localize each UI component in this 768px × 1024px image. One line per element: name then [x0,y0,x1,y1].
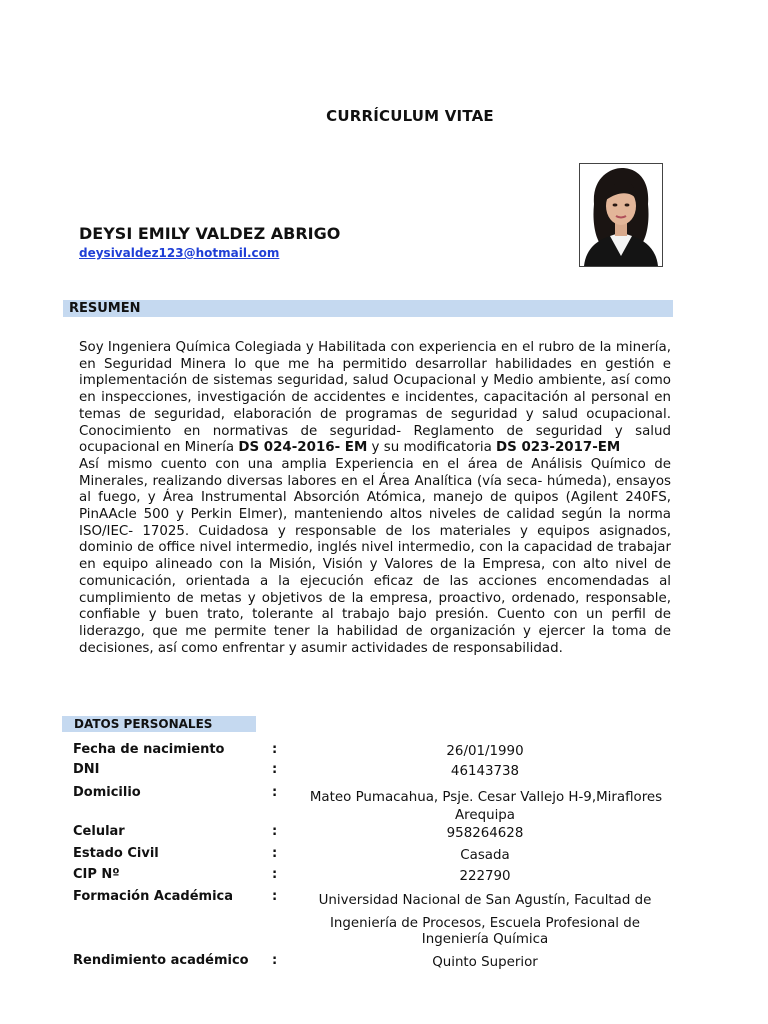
domicilio-value-line-1: Mateo Pumacahua, Psje. Cesar Vallejo H-9,Miraflores [309,790,663,805]
domicilio-value-line-2: Arequipa [454,808,516,823]
resumen-heading: RESUMEN [69,301,141,316]
rendimiento-value: Quinto Superior [432,955,538,970]
formacion-value-line-1: Universidad Nacional de San Agustín, Facultad de [318,893,652,908]
colon: : [272,762,278,777]
summary-paragraph-2: Así mismo cuento con una amplia Experiencia en el área de Análisis Químico de Minerales, realizando diversas labores en el Área Analítica (vía seca- húmeda), ensayos al fuego, y Área Instrumental Absorción Atómica, manejo de quipos (Agilent 240FS, PinAAcle 500 y Perkin Elmer), manteniendo altos niveles de calidad según la norma ISO/IEC- 17025. Cuidadosa y responsable de los materiales y equipos asignados, dominio de office nivel intermedio, inglés nivel intermedio, con la capacidad de trabajar en equipo alineado con la Misión, Visión y Valores de la Empresa, con alto nivel de comunicación, orientada a la ejecución eficaz de las acciones encomendadas al cumplimiento de metas y objetivos de la empresa, proactivo, ordenado, responsable, confiable y buen trato, tolerante al trabajo bajo presión. Cuento con un perfil de liderazgo, que me permite tener la habilidad de organización y ejercer la toma de decisiones, así como enfrentar y asumir actividades de responsabilidad. [79,456,671,656]
profile-photo-image [580,164,662,266]
summary-p1-text: Soy Ingeniera Química Colegiada y Habilitada con experiencia en el rubro de la minería, en Seguridad Minera lo que me ha permitido desarrollar habilidades en gestión e implementación de sistemas seguridad, salud Ocupacional y Medio ambiente, así como en inspecciones, investigación de accidentes e incidentes, capacitación al personal en temas de seguridad, elaboración de programas de seguridad y salud ocupacional. Conocimiento en normativas de seguridad- Reglamento de seguridad y salud ocupacional en Minería [79,340,671,456]
document-title: CURRÍCULUM VITAE [326,107,494,125]
colon: : [272,953,278,968]
colon: : [272,867,278,882]
colon: : [272,785,278,800]
email-link[interactable]: deysivaldez123@hotmail.com [79,246,280,260]
domicilio-label: Domicilio [73,785,141,800]
colon: : [272,889,278,904]
summary-text [79,340,671,657]
candidate-name: DEYSI EMILY VALDEZ ABRIGO [79,224,341,243]
summary-p1-regulation-2: DS 023-2017-EM [496,440,621,456]
summary-p1-connector: y su modificatoria [367,440,497,456]
estado-civil-label: Estado Civil [73,846,159,861]
fecha-label: Fecha de nacimiento [73,742,225,757]
datos-section-header [62,716,256,732]
datos-heading: DATOS PERSONALES [74,717,213,731]
resumen-section-header [63,300,673,317]
colon: : [272,846,278,861]
rendimiento-label: Rendimiento académico [73,953,249,968]
celular-value: 958264628 [446,826,524,841]
summary-paragraph-1 [79,340,671,457]
formacion-value-line-3: Ingeniería Química [421,932,549,947]
formacion-value-line-2: Ingeniería de Procesos, Escuela Profesional de [329,916,640,931]
summary-p1-regulation-1: DS 024-2016- EM [238,440,368,456]
colon: : [272,824,278,839]
dni-label: DNI [73,762,100,777]
celular-label: Celular [73,824,125,839]
cip-label: CIP Nº [73,867,120,882]
fecha-value: 26/01/1990 [446,744,524,759]
formacion-label: Formación Académica [73,889,234,904]
estado-civil-value: Casada [460,848,510,863]
dni-value: 46143738 [450,764,520,779]
colon: : [272,742,278,757]
cip-value: 222790 [459,869,511,884]
profile-photo [579,163,663,267]
